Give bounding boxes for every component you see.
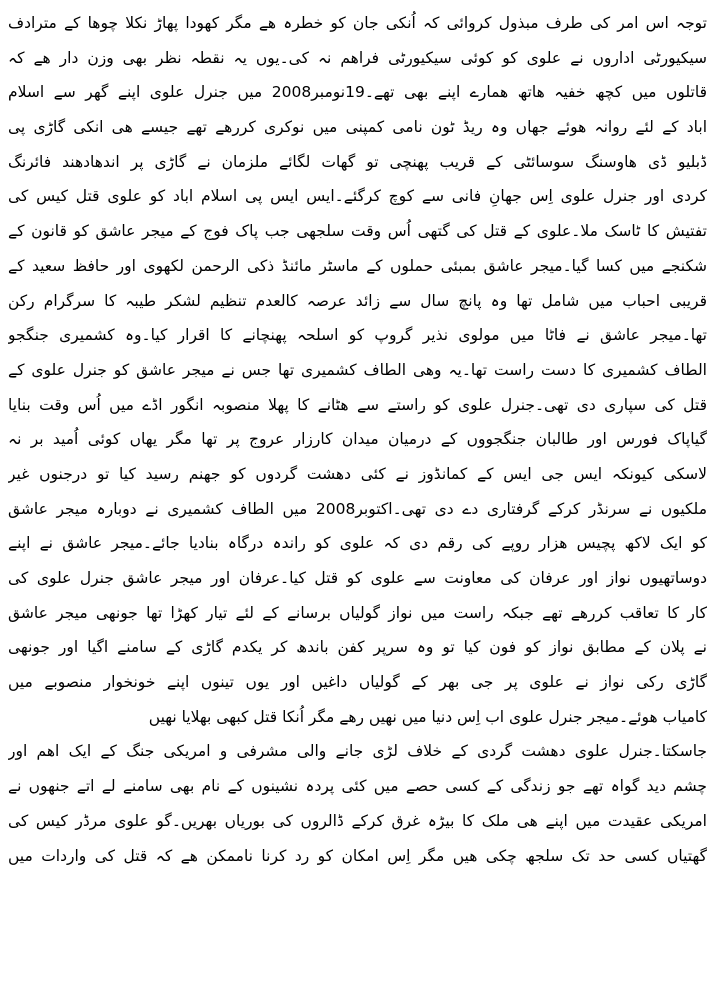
article-line: قتل کی سپاری دی تھی۔جنرل علوی کو راستے سے ھٹانے کا پھلا منصوبہ انگور اڈے میں اُس وقت بنایا bbox=[8, 395, 707, 414]
article-line: تھا۔میجر عاشق نے فاٹا میں مولوی نذیر گروپ کو اسلحہ پھنچانے کا اقرار کیا۔وہ کشمیری جنگجو bbox=[8, 326, 707, 345]
article-line: لاسکی کیونکہ ایس جی ایس کے کمانڈوز نے کئی دھشت گردوں کو جھنم رسید کیا تو درجنوں غیر bbox=[8, 464, 707, 483]
article-line: گھتیاں کسی حد تک سلجھ چکی ھیں مگر اِس امکان کو رد کرنا ناممکن ھے کہ قتل کی واردات میں bbox=[8, 846, 707, 865]
article-line: تفتیش کا ٹاسک ملا۔علوی کے قتل کی گتھی اُس وقت سلجھی جب پاک فوج کے میجر عاشق کو قانون کے bbox=[8, 222, 707, 241]
article-line: جاسکتا۔جنرل علوی دھشت گردی کے خلاف لڑی جانے والی مشرفی و امریکی جنگ کے ایک اھم اور bbox=[8, 742, 707, 761]
article-line: نے پلان کے مطابق نواز کو فون کیا تو وہ سرپر کفن باندھ کر یکدم گاڑی کے سامنے اگیا اور جونھی bbox=[8, 638, 707, 657]
article-line: دوساتھیوں نواز اور عرفان کی معاونت سے علوی کو قتل کیا۔عرفان اور میجر عاشق جنرل علوی کی bbox=[8, 569, 707, 587]
article-line: گیاپاک فورس اور طالبان جنگجووں کے درمیان میدان کارزار عروج پر تھا مگر یھاں کوئی اُمید بر نہ bbox=[8, 430, 707, 449]
article-body bbox=[8, 6, 707, 873]
article-line: شکنجے میں کسا گیا۔میجر عاشق بمبئی حملوں کے ماسٹر مائنڈ ذکی الرحمن لکھوی اور حافظ سعید کے bbox=[8, 256, 707, 275]
article-line: کردی اور جنرل علوی اِس جھانِ فانی سے کوچ کرگئے۔ایس ایس پی اسلام اباد کو علوی قتل کیس کی bbox=[8, 187, 707, 206]
article-line: کو ایک لاکھ پچیس ھزار روپے کی رقم دی کہ علوی کو راندہ درگاہ بنادیا جائے۔میجر عاشق نے اپنے bbox=[8, 534, 707, 553]
article-line: کامیاب ھوئے۔میجر جنرل علوی اب اِس دنیا میں نھیں رھے مگر اُنکا قتل کبھی بھلایا نھیں bbox=[148, 707, 707, 726]
article-line: سیکیورٹی اداروں نے علوی کو کوئی سیکیورٹی فراھم نہ کی۔یوں یہ نقطہ نظر بھی وزن دار ھے کہ bbox=[8, 48, 707, 67]
article-line: قاتلوں میں کچھ خفیہ ھاتھ ھمارے اپنے بھی تھے۔19نومبر2008 میں جنرل علوی اپنے گھر سے اسلام bbox=[8, 83, 707, 102]
article-line: اباد کے لئے روانہ ھوئے جھاں وہ ریڈ ٹون نامی کمپنی میں نوکری کررھے تھے جیسے ھی انکی گاڑی پی bbox=[8, 118, 707, 137]
article-line: ڈبلیو ڈی ھاوسنگ سوسائٹی کے قریب پھنچی تو گھات لگائے ملزمان نے گاڑی پر اندھادھند فائرنگ bbox=[8, 152, 707, 171]
article-line: ملکیوں نے سرنڈر کرکے گرفتاری دے دی تھی۔اکتوبر2008 میں الطاف کشمیری نے دوبارہ میجر عاشق bbox=[8, 499, 707, 518]
article-line: توجہ اس امر کی طرف مبذول کروائی کہ اُنکی جان کو خطرہ ھے مگر کھودا پھاڑ نکلا چوھا کے مترادف bbox=[8, 14, 707, 32]
article-line: کار کا تعاقب کررھے تھے جبکہ راست میں نواز گولیاں برسانے کے لئے تیار کھڑا تھا جونھی میجر عاشق bbox=[8, 603, 707, 622]
article-line: چشم دید گواہ تھے جو زندگی کے کسی حصے میں کئی پردہ نشینوں کے نام بھی سامنے لے اتے جنھوں نے bbox=[8, 777, 707, 796]
article-line: قریبی احباب میں شامل تھا وہ پانچ سال سے زائد عرصہ کالعدم تنظیم لشکر طیبہ کا سرگرام رکن bbox=[8, 291, 707, 310]
article-line: الطاف کشمیری کا دست راست تھا۔یہ وھی الطاف کشمیری تھا جس نے میجر عاشق کو جنرل علوی کے bbox=[8, 360, 707, 379]
article-line: گاڑی رکی نواز نے علوی پر جی بھر کے گولیاں داغیں اور یوں تینوں اپنے خونخوار منصوبے میں bbox=[8, 673, 707, 692]
article-line: امریکی عقیدت میں اپنے ھی ملک کا بیڑہ غرق کرکے ڈالروں کی بوریاں بھریں۔گو علوی مرڈر کیس کی bbox=[8, 811, 707, 830]
